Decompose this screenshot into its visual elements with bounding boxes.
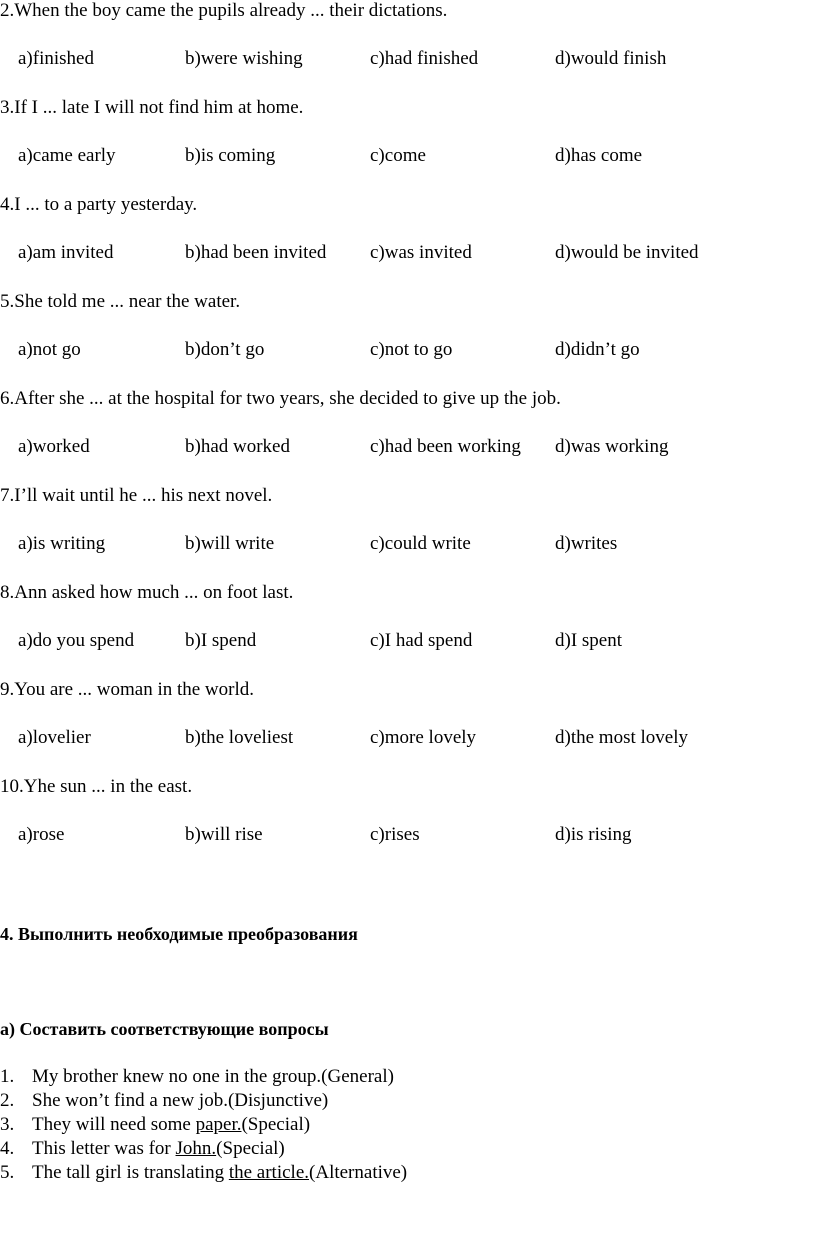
answer-option: b)will write	[185, 533, 275, 554]
task-question-type: (Alternative)	[309, 1162, 408, 1183]
answer-option: d)would be invited	[555, 242, 699, 263]
question-text: 9.You are ... woman in the world.	[0, 679, 255, 700]
answer-option: a)finished	[18, 48, 94, 69]
answer-option: c)was invited	[370, 242, 472, 263]
task-text-main: The tall girl is translating	[32, 1162, 229, 1183]
answer-option: c)had finished	[370, 48, 479, 69]
answer-option: d)writes	[555, 533, 618, 554]
answer-option: d)is rising	[555, 824, 632, 845]
answer-option: c)rises	[370, 824, 420, 845]
task-text	[32, 1162, 407, 1184]
answer-option: c)could write	[370, 533, 471, 554]
answer-option: a)is writing	[18, 533, 106, 554]
task-text-main: She won’t find a new job.(Disjunctive)	[32, 1090, 329, 1111]
answer-option: c)had been working	[370, 436, 521, 457]
task-item	[0, 1066, 800, 1090]
task-number: 1.	[0, 1066, 15, 1087]
task-underlined-word: paper.	[195, 1114, 242, 1135]
answer-option: b)don’t go	[185, 339, 265, 360]
section-heading: 4. Выполнить необходимые преобразования	[0, 924, 358, 944]
question-text: 7.I’ll wait until he ... his next novel.	[0, 485, 273, 506]
answer-option: a)rose	[18, 824, 65, 845]
task-item	[0, 1090, 800, 1114]
question-text: 4.I ... to a party yesterday.	[0, 194, 198, 215]
answer-option: c)more lovely	[370, 727, 477, 748]
answer-option: d)was working	[555, 436, 669, 457]
answer-option: b)were wishing	[185, 48, 303, 69]
answer-option: a)came early	[18, 145, 116, 166]
answer-option: b)I spend	[185, 630, 257, 651]
answer-option: b)the loveliest	[185, 727, 294, 748]
task-number: 2.	[0, 1090, 15, 1111]
task-number: 5.	[0, 1162, 15, 1183]
answer-option: d)would finish	[555, 48, 667, 69]
question-text: 2.When the boy came the pupils already ... their dictations.	[0, 0, 448, 21]
task-question-type: (Special)	[216, 1138, 285, 1159]
task-text-main: My brother knew no one in the group.(General)	[32, 1066, 394, 1087]
question-text: 8.Ann asked how much ... on foot last.	[0, 582, 294, 603]
task-text	[32, 1138, 285, 1160]
answer-option: d)didn’t go	[555, 339, 640, 360]
answer-option: a)am invited	[18, 242, 114, 263]
task-text	[32, 1114, 310, 1136]
subsection-heading: а) Составить соответствующие вопросы	[0, 1019, 329, 1039]
task-text-main: This letter was for	[32, 1138, 176, 1159]
task-text	[32, 1066, 394, 1088]
answer-option: a)not go	[18, 339, 81, 360]
answer-option: d)the most lovely	[555, 727, 688, 748]
task-underlined-word: the article.	[228, 1162, 310, 1183]
task-item	[0, 1162, 800, 1186]
task-number: 3.	[0, 1114, 15, 1135]
answer-option: a)do you spend	[18, 630, 135, 651]
answer-option: c)not to go	[370, 339, 453, 360]
answer-option: d)I spent	[555, 630, 623, 651]
answer-option: a)worked	[18, 436, 90, 457]
task-number: 4.	[0, 1138, 15, 1159]
answer-option: d)has come	[555, 145, 643, 166]
question-text: 6.After she ... at the hospital for two years, she decided to give up the job.	[0, 388, 561, 409]
answer-option: c)I had spend	[370, 630, 473, 651]
task-item	[0, 1114, 800, 1138]
task-question-type: (Special)	[241, 1114, 311, 1135]
question-text: 10.Yhe sun ... in the east.	[0, 776, 193, 797]
task-text-main: They will need some	[32, 1114, 196, 1135]
task-item	[0, 1138, 800, 1162]
answer-option: b)is coming	[185, 145, 276, 166]
question-text: 3.If I ... late I will not find him at home.	[0, 97, 304, 118]
question-text: 5.She told me ... near the water.	[0, 291, 241, 312]
answer-option: b)will rise	[185, 824, 263, 845]
answer-option: c)come	[370, 145, 426, 166]
answer-option: b)had been invited	[185, 242, 327, 263]
answer-option: b)had worked	[185, 436, 290, 457]
task-text	[32, 1090, 328, 1112]
answer-option: a)lovelier	[18, 727, 91, 748]
task-underlined-word: John.	[175, 1138, 217, 1159]
